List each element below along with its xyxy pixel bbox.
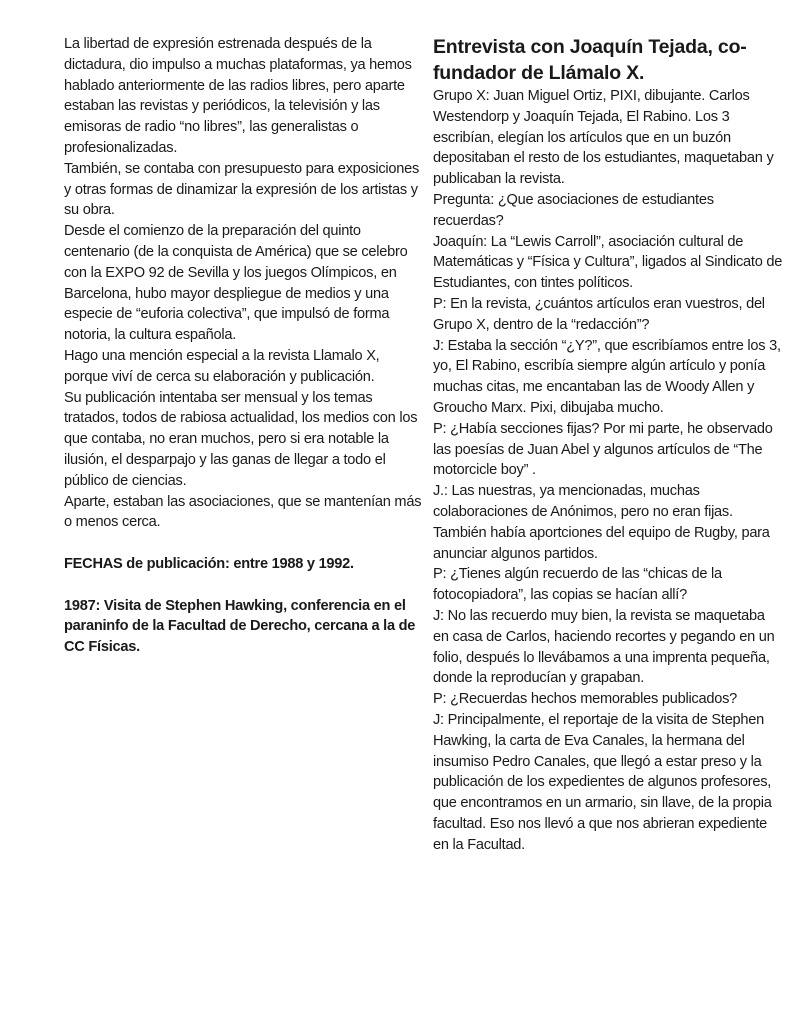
right-column	[433, 34, 783, 855]
interview-paragraph-6: P: ¿Había secciones fijas? Por mi parte, he observado las poesías de Juan Abel y algunos artículos de “The motorcicle boy” .	[433, 420, 773, 479]
interview-paragraph-8: P: ¿Tienes algún recuerdo de las “chicas de la fotocopiadora”, las copias se hacían allí?	[433, 566, 722, 604]
hawking-visit-note: 1987: Visita de Stephen Hawking, conferencia en el paraninfo de la Facultad de Derecho, cercana a la de CC Físicas.	[64, 597, 416, 656]
interview-paragraph-10: P: ¿Recuerdas hechos memorables publicados?	[433, 691, 737, 708]
interview-paragraph-9: J: No las recuerdo muy bien, la revista se maquetaba en casa de Carlos, haciendo recortes y pegando en un folio, después lo llevábamos a una imprenta pequeña, donde la reproducían y grapaban.	[433, 607, 775, 687]
left-paragraph-6: Aparte, estaban las asociaciones, que se mantenían más o menos cerca.	[64, 493, 422, 531]
interview-paragraph-7: J.: Las nuestras, ya mencionadas, muchas colaboraciones de Anónimos, pero no eran fijas. También había aportciones del equipo de Rugby, para anunciar algunos partidos.	[433, 483, 770, 562]
left-paragraph-1: La libertad de expresión estrenada después de la dictadura, dio impulso a muchas plataformas, ya hemos hablado anteriormente de las radios libres, pero aparte estaban las revistas y periódicos, la televisión y las emisoras de radio “no libres”, las generalistas o profesionalizadas.	[64, 36, 412, 156]
interview-paragraph-3: Joaquín: La “Lewis Carroll”, asociación cultural de Matemáticas y “Física y Cultura”, ligados al Sindicato de Estudiantes, con tintes políticos.	[433, 233, 783, 292]
interview-title: Entrevista con Joaquín Tejada, co-fundador de Llámalo X.	[433, 36, 747, 84]
interview-paragraph-2: Pregunta: ¿Que asociaciones de estudiantes recuerdas?	[433, 191, 714, 229]
publication-dates: FECHAS de publicación: entre 1988 y 1992.	[64, 555, 354, 572]
left-paragraph-2: También, se contaba con presupuesto para exposiciones y otras formas de dinamizar la expresión de los artistas y su obra.	[64, 160, 420, 219]
left-paragraph-3: Desde el comienzo de la preparación del quinto centenario (de la conquista de América) que se celebro con la EXPO 92 de Sevilla y los juegos Olímpicos, en Barcelona, hubo mayor despliegue de medios y una especie de “euforia colectiva”, que impulsó de forma notoria, la cultura española.	[64, 223, 408, 344]
interview-paragraph-11: J: Principalmente, el reportaje de la visita de Stephen Hawking, la carta de Eva Canales, la hermana del insumiso Pedro Canales, que llegó a estar preso y la publicación de los expedientes de algunos profesores, que encontramos en un armario, sin llave, de la propia facultad. Eso nos llevó a que nos abrieran expediente en la Facultad.	[433, 711, 772, 853]
interview-paragraph-5: J: Estaba la sección “¿Y?”, que escribíamos entre los 3, yo, El Rabino, escribía siempre algún artículo y ponía muchas citas, me encantaban las de Woody Allen y Groucho Marx. Pixi, dibujaba mucho.	[433, 337, 781, 416]
interview-paragraph-4: P: En la revista, ¿cuántos artículos eran vuestros, del Grupo X, dentro de la “redacción”?	[433, 295, 765, 333]
left-paragraph-4: Hago una mención especial a la revista Llamalo X, porque viví de cerca su elaboración y publicación.	[64, 347, 380, 385]
left-column	[64, 34, 426, 658]
interview-paragraph-1: Grupo X: Juan Miguel Ortiz, PIXI, dibujante. Carlos Westendorp y Joaquín Tejada, El Rabino. Los 3 escribían, elegían los artículos que en un buzón depositaban el resto de los estudiantes, maquetaban y publicaban la revista.	[433, 88, 774, 188]
left-paragraph-5: Su publicación intentaba ser mensual y los temas tratados, todos de rabiosa actualidad, los medios con los que contaba, no eran muchos, pero si era notable la ilusión, el desparpajo y las ganas de llegar a todo el público de ciencias.	[64, 389, 418, 489]
